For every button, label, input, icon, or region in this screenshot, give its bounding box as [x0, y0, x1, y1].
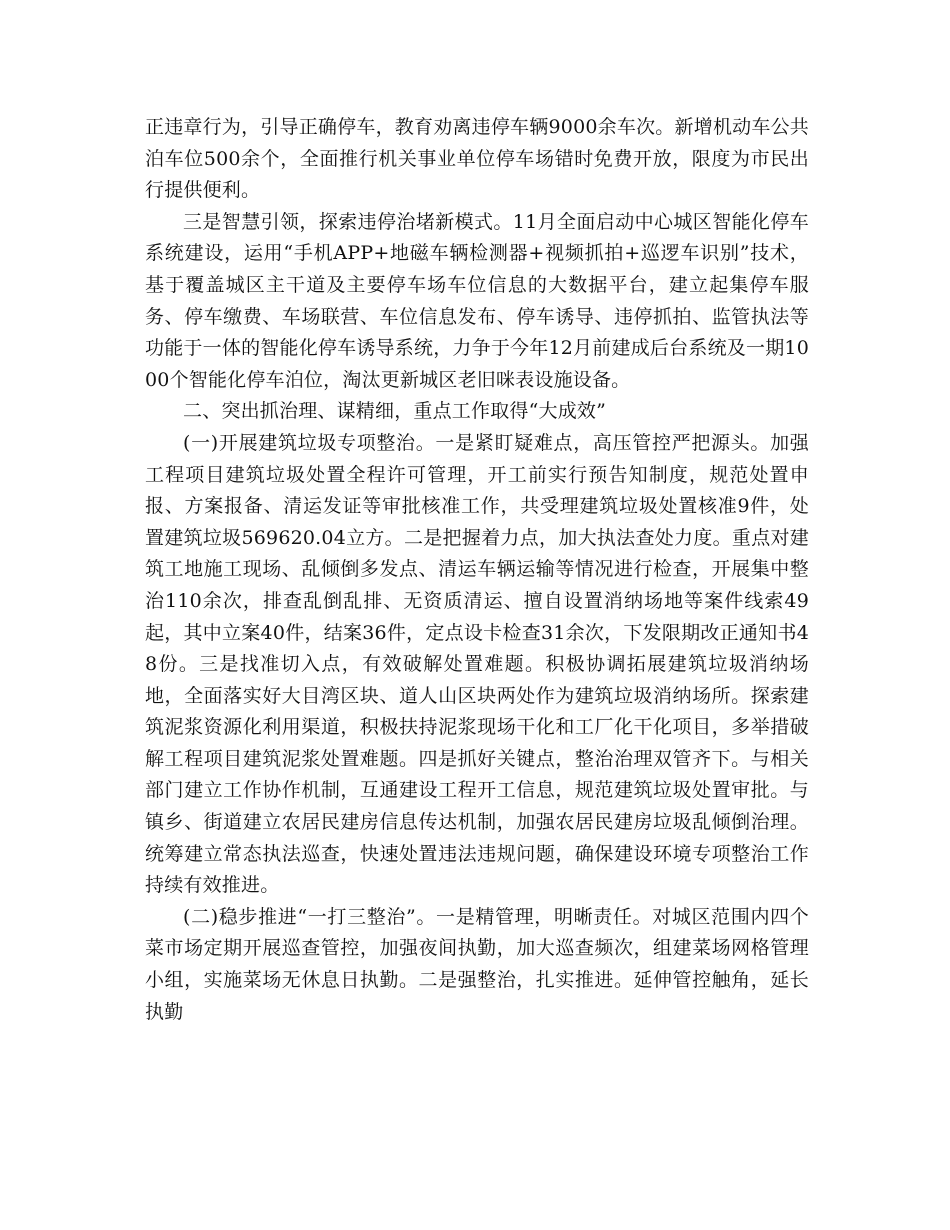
paragraph-smart-parking: 三是智慧引领，探索违停治堵新模式。11月全面启动中心城区智能化停车系统建设，运用“手机APP+地磁车辆检测器+视频抓拍+巡逻车识别”技术，基于覆盖城区主干道及主要停车场车位信息的大数据平台，建立起集停车服务、停车缴费、车场联营、车位信息发布、停车诱导、违停抓拍、监管执法等功能于一体的智能化停车诱导系统，力争于今年12月前建成后台系统及一期1000个智能化停车泊位，淘汰更新城区老旧咪表设施设备。: [145, 210, 809, 391]
paragraph-parking-results: 正违章行为，引导正确停车，教育劝离违停车辆9000余车次。新增机动车公共泊车位500余个，全面推行机关事业单位停车场错时免费开放，限度为市民出行提供便利。: [145, 116, 809, 202]
paragraph-construction-waste: (一)开展建筑垃圾专项整治。一是紧盯疑难点，高压管控严把源头。加强工程项目建筑垃圾处置全程许可管理，开工前实行预告知制度，规范处置申报、方案报备、清运发证等审批核准工作，共受理建筑垃圾处置核准9件，处置建筑垃圾569620.04立方。二是把握着力点，加大执法查处力度。重点对建筑工地施工现场、乱倾倒多发点、清运车辆运输等情况进行检查，开展集中整治110余次，排查乱倒乱排、无资质清运、擅自设置消纳场地等案件线索49起，其中立案40件，结案36件，定点设卡检查31余次，下发限期改正通知书48份。三是找准切入点，有效破解处置难题。积极协调拓展建筑垃圾消纳场地，全面落实好大目湾区块、道人山区块两处作为建筑垃圾消纳场所。探索建筑泥浆资源化利用渠道，积极扶持泥浆现场干化和工厂化干化项目，多举措破解工程项目建筑泥浆处置难题。四是抓好关键点，整治治理双管齐下。与相关部门建立工作协作机制，互通建设工程开工信息，规范建筑垃圾处置审批。与镇乡、街道建立农居民建房信息传达机制，加强农居民建房垃圾乱倾倒治理。统筹建立常态执法巡查，快速处置违法违规问题，确保建设环境专项整治工作持续有效推进。: [145, 431, 809, 897]
paragraph-one-strike-three-rectifications: (二)稳步推进“一打三整治”。一是精管理，明晰责任。对城区范围内四个菜市场定期开展巡查管控，加强夜间执勤，加大巡查频次，组建菜场网格管理小组，实施菜场无休息日执勤。二是强整治，扎实推进。延伸管控触角，延长执勤: [145, 905, 809, 1023]
document-body: [145, 112, 809, 1028]
section-heading-governance: 二、突出抓治理、谋精细，重点工作取得“大成效”: [183, 400, 607, 423]
